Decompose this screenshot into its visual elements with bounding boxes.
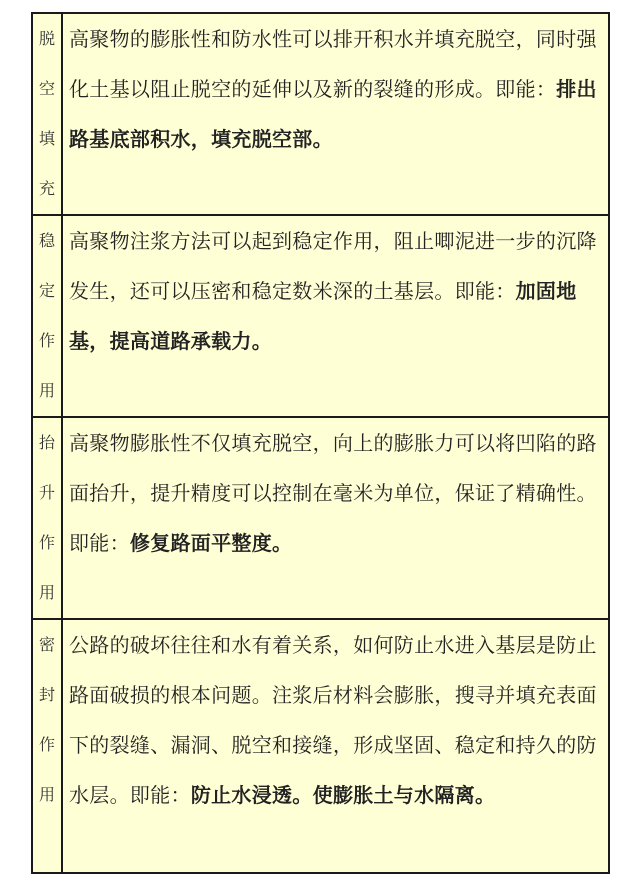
row-key-point: 防止水浸透。使膨胀土与水隔离。	[190, 783, 496, 807]
table-row	[32, 619, 609, 873]
row-label: 稳 定 作 用	[32, 215, 62, 417]
row-key-point: 加固地基，提高道路承载力。	[69, 279, 577, 353]
function-table	[31, 12, 610, 874]
table-row	[32, 417, 609, 619]
row-key-point: 修复路面平整度。	[129, 531, 293, 555]
row-key-point: 排出路基底部积水，填充脱空部。	[69, 77, 597, 151]
row-label: 脱 空 填 充	[32, 13, 62, 215]
row-description: 高聚物膨胀性不仅填充脱空，向上的膨胀力可以将凹陷的路面抬升，提升精度可以控制在毫米为单位，保证了精确性。即能：修复路面平整度。	[62, 417, 609, 619]
row-description: 高聚物的膨胀性和防水性可以排开积水并填充脱空，同时强化土基以阻止脱空的延伸以及新的裂缝的形成。即能：排出路基底部积水，填充脱空部。	[62, 13, 609, 215]
row-label: 抬 升 作 用	[32, 417, 62, 619]
row-description: 高聚物注浆方法可以起到稳定作用，阻止唧泥进一步的沉降发生，还可以压密和稳定数米深的土基层。即能：加固地基，提高道路承载力。	[62, 215, 609, 417]
row-label: 密 封 作 用	[32, 619, 62, 873]
row-description: 公路的破坏往往和水有着关系，如何防止水进入基层是防止路面破损的根本问题。注浆后材料会膨胀，搜寻并填充表面下的裂缝、漏洞、脱空和接缝，形成坚固、稳定和持久的防水层。即能：防止水浸透。使膨胀土与水隔离。	[62, 619, 609, 873]
table-row	[32, 13, 609, 215]
table-row	[32, 215, 609, 417]
